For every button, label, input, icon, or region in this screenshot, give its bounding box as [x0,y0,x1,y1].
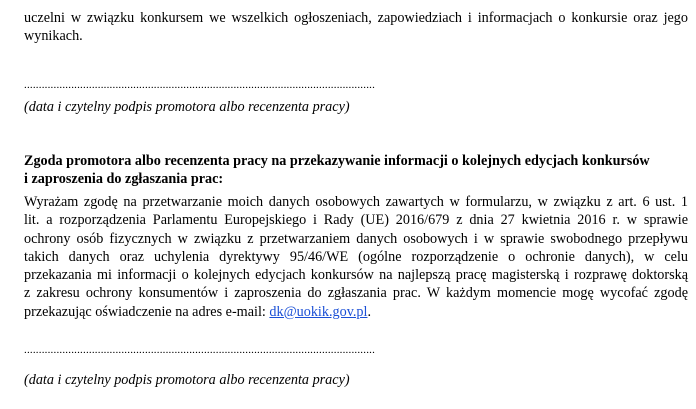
signature-caption-2: (data i czytelny podpis promotora albo recenzenta pracy) [24,372,350,388]
consent-body-line: ochrony osób fizycznych w związku z przetwarzaniem danych osobowych i w sprawie swobodnego przepływu [24,230,688,247]
consent-email-link[interactable]: dk@uokik.gov.pl [269,303,368,320]
consent-heading-line-2: i zaproszenia do zgłaszania prac: [24,171,224,188]
signature-line-2: ....................................................................................................................... [24,344,376,356]
consent-email-prefix: przekazując oświadczenie na adres e-mail: [24,303,270,320]
consent-body-line: lit. a rozporządzenia Parlamentu Europejskiego i Rady (UE) 2016/679 z dnia 27 kwietnia 2016 r. w sprawie [24,212,688,229]
consent-email-suffix: . [367,303,371,320]
consent-body-line: przekazania mi informacji o kolejnych edycjach konkursów na najlepszą pracę magisterską i rozprawę doktorską [24,267,688,284]
consent-heading-line-1: Zgoda promotora albo recenzenta pracy na przekazywanie informacji o kolejnych edycjach konkursów [24,153,650,169]
consent-body-line: takich danych oraz uchylenia dyrektywy 95/46/WE (ogólne rozporządzenie o ochronie danych), w celu [24,248,688,265]
intro-line-2: wynikach. [24,28,83,45]
intro-paragraph [24,9,688,45]
consent-body-last-line [24,303,688,321]
consent-body-line: z zakresu ochrony konsumentów i zaproszenia do zgłaszania prac. W każdym momencie mogę wycofać zgodę [24,285,688,302]
consent-heading [24,152,688,189]
consent-body-line: Wyrażam zgodę na przetwarzanie moich danych osobowych zawartych w formularzu, w związku z art. 6 ust. 1 [24,194,688,210]
signature-caption-1: (data i czytelny podpis promotora albo recenzenta pracy) [24,99,350,115]
signature-line-1: ....................................................................................................................... [24,79,376,91]
consent-body [24,193,688,321]
intro-line-1: uczelni w związku konkursem we wszelkich ogłoszeniach, zapowiedziach i informacjach o konkursie oraz jego [24,10,688,26]
